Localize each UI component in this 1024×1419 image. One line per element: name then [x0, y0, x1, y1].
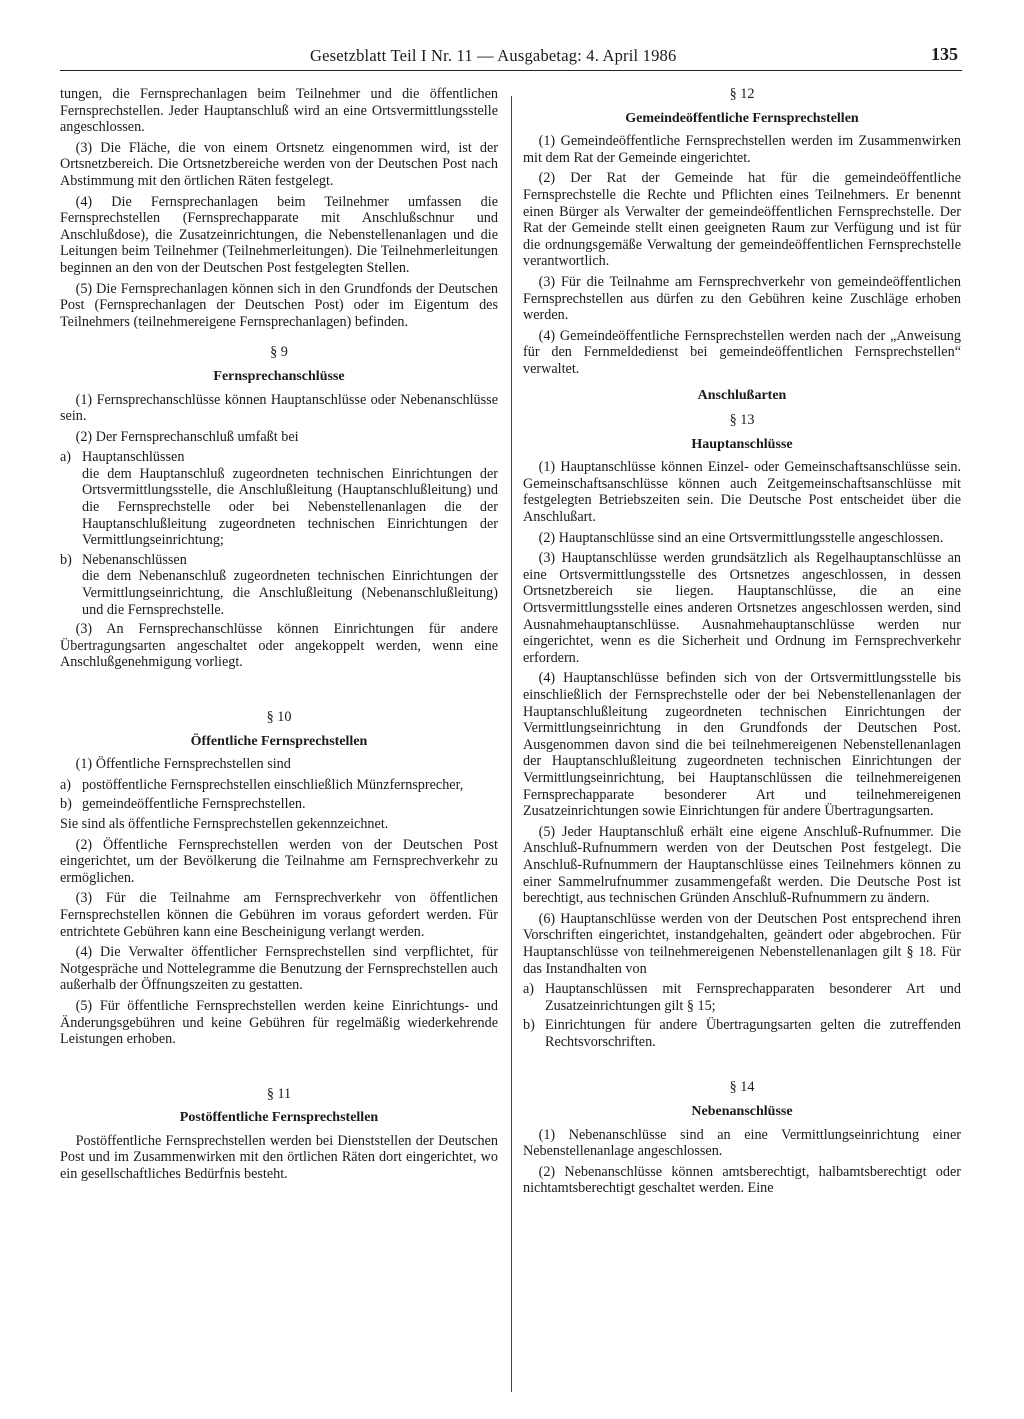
item-body: Einrichtungen für andere Übertragungsarten gelten die zutreffenden Rechtsvorschriften.	[545, 1017, 961, 1050]
item-body: gemeindeöffentliche Fernsprechstellen.	[82, 796, 306, 813]
item-body: postöffentliche Fernsprechstellen einschließlich Münzfernsprecher,	[82, 776, 464, 793]
section-10-title: Öffentliche Fernsprechstellen	[190, 733, 368, 749]
left-column	[60, 86, 498, 1187]
right-column	[523, 86, 961, 1201]
item-body: Hauptanschlüssen mit Fernsprechapparaten besonderer Art und Zusatzeinrichtungen gilt § 15;	[545, 981, 961, 1014]
section-12-number: § 12	[729, 86, 755, 102]
item-heading: Nebenanschlüssen	[82, 551, 187, 568]
section-12-paragraph-1: (1) Gemeindeöffentliche Fernsprechstellen werden im Zusammenwirken mit dem Rat der Gemeinde eingerichtet.	[523, 133, 961, 166]
item-label: a)	[60, 449, 72, 466]
section-14-paragraph-1: (1) Nebenanschlüsse sind an eine Vermittlungseinrichtung einer Nebenstellenanlage angeschlossen.	[523, 1126, 961, 1160]
item-text	[82, 552, 498, 618]
paragraph-3: (3) Die Fläche, die von einem Ortsnetz eingenommen wird, ist der Ortsnetzbereich. Die Ortsnetzbereiche werden von der Deutschen Post nach Abstimmung mit den örtlichen Räten festgelegt.	[60, 139, 498, 189]
section-9-paragraph-1: (1) Fernsprechanschlüsse können Hauptanschlüsse oder Nebenanschlüsse sein.	[60, 391, 498, 425]
section-14-number: § 14	[729, 1079, 755, 1096]
section-12-title: Gemeindeöffentliche Fernsprechstellen	[625, 110, 859, 126]
section-10-paragraph-2: (2) Öffentliche Fernsprechstellen werden von der Deutschen Post eingerichtet, um der Bevölkerung die Teilnahme am Fernsprechverkehr zu ermöglichen.	[60, 836, 498, 886]
section-14-title: Nebenanschlüsse	[691, 1104, 793, 1120]
header-title: Gesetzblatt Teil I Nr. 11 — Ausgabetag: 4. April 1986	[310, 46, 677, 65]
item-label: b)	[60, 796, 72, 813]
section-13-paragraph-4: (4) Hauptanschlüsse befinden sich von der Ortsvermittlungsstelle bis einschließlich der Fernsprechstelle oder der bei Nebenstellenanlagen der Hauptanschlußleitung zugeordneten technischen Einrichtungen der Vermittlungseinrichtung in den Grundfonds der Deutschen Post. Ausgenommen davon sind die bei teilnehmereigenen Nebenstellenanlagen der Hauptanschlußleitung zugeordneten technischen Einrichtungen der Vermittlungseinrichtung, bei Hauptanschlüssen die teilnehmereigenen Fernsprechapparate besonderer Art und teilnehmereigenen Zusatzeinrichtungen sowie Einrichtungen für andere Übertragungsarten.	[523, 670, 961, 820]
section-12-paragraph-4: (4) Gemeindeöffentliche Fernsprechstellen werden nach der „Anweisung für den Fernmeldedienst bei gemeindeöffentlichen Fernsprechstellen“ verwaltet.	[523, 327, 961, 377]
section-13-title: Hauptanschlüsse	[691, 436, 793, 452]
section-10-item-b	[60, 796, 498, 813]
section-9-item-a	[60, 449, 498, 549]
section-11-paragraph-1: Postöffentliche Fernsprechstellen werden bei Dienststellen der Deutschen Post und im Zusammenwirken mit den örtlichen Räten dort eingerichtet, wo ein gesellschaftliches Bedürfnis besteht.	[60, 1132, 498, 1183]
paragraph-4: (4) Die Fernsprechanlagen beim Teilnehmer umfassen die Fernsprechstellen (Fernsprechapparate mit Anschlußschnur und Anschlußdose), die Zusatzeinrichtungen, die Nebenstellenanlagen und die Leitungen beim Teilnehmer (Teilnehmerleitungen). Die Teilnehmerleitungen beginnen an den von der Deutschen Post festgelegten Stellen.	[60, 193, 498, 276]
section-10-paragraph-1-end: Sie sind als öffentliche Fernsprechstellen gekennzeichnet.	[60, 815, 389, 832]
page-header	[60, 44, 962, 71]
section-10-paragraph-1: (1) Öffentliche Fernsprechstellen sind	[75, 756, 291, 773]
section-9-number: § 9	[270, 344, 288, 361]
item-body: die dem Nebenanschluß zugeordneten technischen Einrichtungen der Vermittlungseinrichtung, die Anschlußleitung (Nebenanschlußleitung) und die Fernsprechstelle.	[82, 568, 498, 618]
section-9-paragraph-3: (3) An Fernsprechanschlüsse können Einrichtungen für andere Übertragungsarten angeschaltet oder angekoppelt werden, wenn eine Anschlußgenehmigung vorliegt.	[60, 621, 498, 671]
section-11-title: Postöffentliche Fernsprechstellen	[179, 1110, 379, 1126]
section-13-item-a	[523, 981, 961, 1014]
section-10-item-a	[60, 777, 498, 794]
section-10-paragraph-4: (4) Die Verwalter öffentlicher Fernsprechstellen sind verpflichtet, für Notgespräche und Nottelegramme die Benutzung der Fernsprechstellen auch außerhalb der Öffnungszeiten zu gestatten.	[60, 944, 498, 994]
column-divider	[511, 96, 512, 1392]
item-label: b)	[60, 551, 72, 568]
section-13-paragraph-3: (3) Hauptanschlüsse werden grundsätzlich als Regelhauptanschlüsse an eine Ortsvermittlungsstelle des Ortsnetzes angeschlossen, in dessen Ortsnetzbereich sie liegen. Hauptanschlüsse, die an eine Ortsvermittlungsstelle eines anderen Ortsnetzes angeschlossen werden, sind Ausnahmehauptanschlüsse. Ausnahmehauptanschlüsse werden nur eingerichtet, wenn es die Sicherheit und Ordnung im Fernsprechverkehr erfordern.	[523, 550, 961, 666]
section-13-item-b	[523, 1017, 961, 1050]
section-12-paragraph-2: (2) Der Rat der Gemeinde hat für die gemeindeöffentliche Fernsprechstelle die Rechte und Pflichten eines Teilnehmers. Er benennt einen Bürger als Verwalter der gemeindeöffentlichen Fernsprechstelle. Der Rat der Gemeinde stellt einen geeigneten Raum zur Verfügung und ist für die ordnungsgemäße Verwaltung der gemeindeöffentlichen Fernsprechstelle verantwortlich.	[523, 170, 961, 270]
item-body: die dem Hauptanschluß zugeordneten technischen Einrichtungen der Ortsvermittlungsstelle, die Anschlußleitung (Hauptanschlußleitung) und die Fernsprechstelle oder bei Nebenstellenanlagen die der Hauptanschlußleitung zugeordneten technischen Einrichtungen der Vermittlungseinrichtung;	[82, 465, 498, 549]
section-10-paragraph-5: (5) Für öffentliche Fernsprechstellen werden keine Einrichtungs- und Änderungsgebühren und keine Gebühren für regelmäßig wiederkehrende Leistungen erhoben.	[60, 997, 498, 1048]
item-heading: Hauptanschlüssen	[82, 449, 185, 466]
section-10-number: § 10	[266, 709, 292, 725]
item-label: b)	[523, 1017, 535, 1034]
section-12-paragraph-3: (3) Für die Teilnahme am Fernsprechverkehr von gemeindeöffentlichen Fernsprechstellen aus dürfen zu den Gebühren keine Zuschläge erhoben werden.	[523, 273, 961, 324]
paragraph-continued: tungen, die Fernsprechanlagen beim Teilnehmer und die öffentlichen Fernsprechstellen. Jeder Hauptanschluß wird an eine Ortsvermittlungsstelle angeschlossen.	[60, 86, 498, 136]
section-9-paragraph-2: (2) Der Fernsprechanschluß umfaßt bei	[75, 428, 299, 445]
item-label: a)	[523, 981, 535, 998]
section-13-paragraph-2: (2) Hauptanschlüsse sind an eine Ortsvermittlungsstelle angeschlossen.	[538, 529, 944, 546]
section-13-paragraph-6: (6) Hauptanschlüsse werden von der Deutschen Post entsprechend ihren Vorschriften eingerichtet, instandgehalten, geändert oder abgebrochen. Für Hauptanschlüsse von teilnehmereigenen Nebenstellenanlagen gilt § 18. Für das Instandhalten von	[523, 910, 961, 977]
item-text	[82, 449, 498, 549]
section-9-title: Fernsprechanschlüsse	[213, 368, 345, 384]
section-13-paragraph-5: (5) Jeder Hauptanschluß erhält eine eigene Anschluß-Rufnummer. Die Anschluß-Rufnummern werden von der Deutschen Post festgelegt. Die Anschluß-Rufnummern der Hauptanschlüsse eines Teilnehmers können zu einer Sammelrufnummer zusammengefaßt werden. Die Deutsche Post ist berechtigt, aus technischen Gründen Anschluß-Rufnummern zu ändern.	[523, 823, 961, 907]
heading-anschlussarten: Anschlußarten	[697, 387, 787, 403]
paragraph-5: (5) Die Fernsprechanlagen können sich in den Grundfonds der Deutschen Post (Fernsprechanlagen der Deutschen Post) oder im Eigentum des Teilnehmers (teilnehmereigene Fernsprechanlagen) befinden.	[60, 280, 498, 330]
section-9-item-b	[60, 552, 498, 618]
page-number: 135	[931, 44, 958, 64]
section-13-paragraph-1: (1) Hauptanschlüsse können Einzel- oder Gemeinschaftsanschlüsse sein. Gemeinschaftsanschlüsse können auch Zeitgemeinschaftsanschlüsse mit festgelegten Betriebszeiten sein. Die Deutsche Post entscheidet über die Anschlußart.	[523, 459, 961, 526]
section-14-paragraph-2: (2) Nebenanschlüsse können amtsberechtigt, halbamtsberechtigt oder nichtamtsberechtigt geschaltet werden. Eine	[523, 1163, 961, 1197]
item-label: a)	[60, 776, 72, 793]
section-10-paragraph-3: (3) Für die Teilnahme am Fernsprechverkehr von öffentlichen Fernsprechstellen können die Gebühren im voraus gefordert werden. Für entrichtete Gebühren kann eine Bescheinigung verlangt werden.	[60, 890, 498, 940]
section-13-number: § 13	[729, 412, 755, 429]
section-11-number: § 11	[266, 1085, 292, 1102]
